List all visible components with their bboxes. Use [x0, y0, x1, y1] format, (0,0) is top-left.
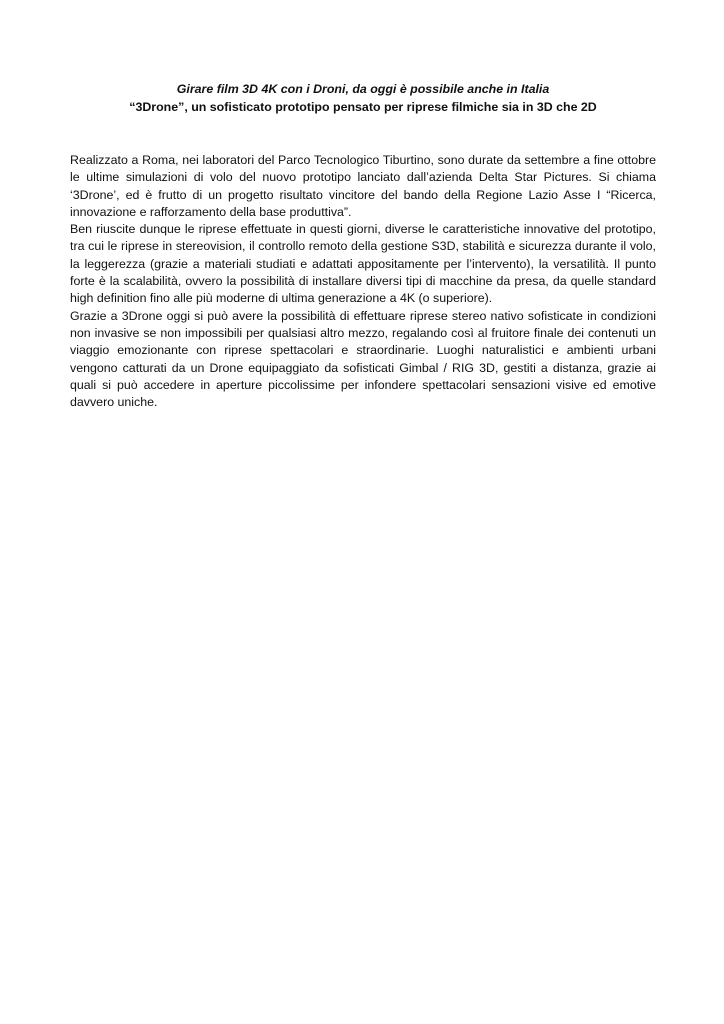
document-title: Girare film 3D 4K con i Droni, da oggi è possibile anche in Italia [176, 82, 550, 96]
body-paragraph: Ben riuscite dunque le riprese effettuate in questi giorni, diverse le caratteristiche innovative del prototipo, tra cui le riprese in stereovision, il controllo remoto della gestione S3D, stabilità e sicurezza durante il volo, la leggerezza (grazie a materiali studiati e adattati appositamente per l’intervento), la versatilità. Il punto forte è la scalabilità, ovvero la possibilità di installare diversi tipi di macchine da presa, da quelle standard high definition fino alle più moderne di ultima generazione a 4K (o superiore). [70, 222, 656, 306]
document-header [70, 80, 656, 116]
body-paragraph: Realizzato a Roma, nei laboratori del Parco Tecnologico Tiburtino, sono durate da settembre a fine ottobre le ultime simulazioni di volo del nuovo prototipo lanciato dall’azienda Delta Star Pictures. Si chiama ‘3Drone’, ed è frutto di un progetto risultato vincitore del bando della Regione Lazio Asse I “Ricerca, innovazione e rafforzamento della base produttiva”. [70, 153, 656, 219]
document-body [70, 152, 656, 411]
document-subtitle: “3Drone”, un sofisticato prototipo pensato per riprese filmiche sia in 3D che 2D [129, 100, 597, 114]
body-paragraph: Grazie a 3Drone oggi si può avere la possibilità di effettuare riprese stereo nativo sofisticate in condizioni non invasive se non impossibili per qualsiasi altro mezzo, regalando così al fruitore finale dei contenuti un viaggio emozionante con riprese spettacolari e straordinarie. Luoghi naturalistici e ambienti urbani vengono catturati da un Drone equipaggiato da sofisticati Gimbal / RIG 3D, gestiti a distanza, grazie ai quali si può accedere in aperture piccolissime per infondere spettacolari sensazioni visive ed emotive davvero uniche. [70, 308, 656, 410]
